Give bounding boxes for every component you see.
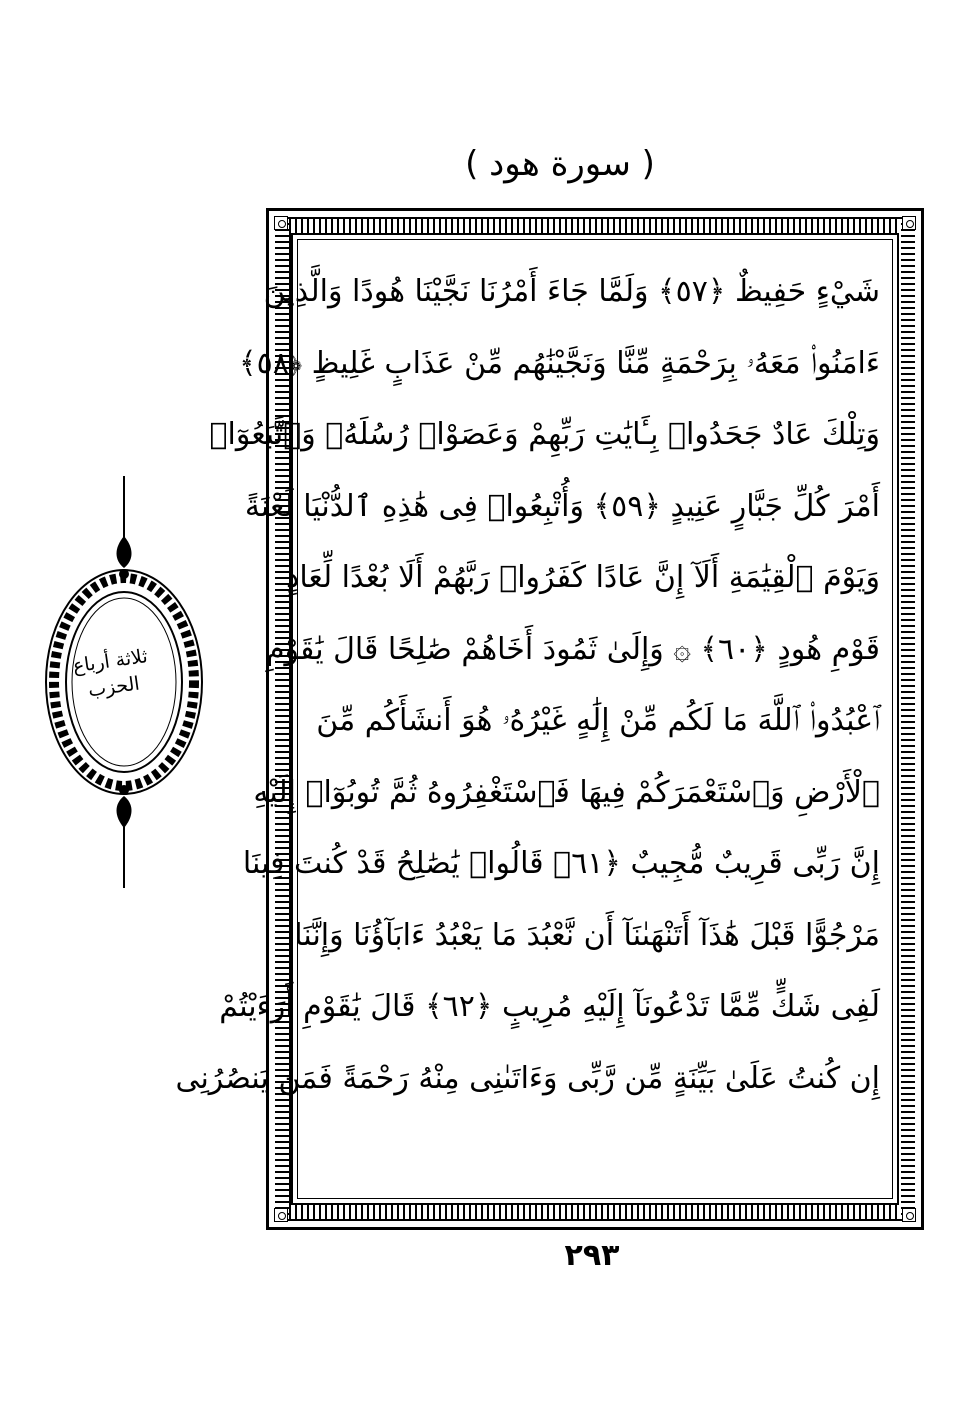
verse-line: أَمْرَ كُلِّ جَبَّارٍ عَنِيدٍ ﴿٥٩﴾ وَأُتْبِعُوا۟ فِى هَٰذِهِ ٱلدُّنْيَا لَعْنَةً (244, 488, 880, 524)
verse-line: إِنَّ رَبِّى قَرِيبٌ مُّجِيبٌ ﴿٦١﴾ قَالُوا۟ يَٰصَٰلِحُ قَدْ كُنتَ فِينَا (242, 846, 880, 881)
page-number: ٢٩٣ (564, 1238, 620, 1273)
frame-corner-ornament (902, 216, 916, 230)
verse-text-block (175, 256, 880, 1186)
verse-line: شَيْءٍ حَفِيظٌ ﴿٥٧﴾ وَلَمَّا جَاءَ أَمْرُنَا نَجَّيْنَا هُودًا وَالَّذِينَ (263, 274, 880, 309)
frame-corner-ornament (274, 216, 288, 230)
verse-line: إِن كُنتُ عَلَىٰ بَيِّنَةٍ مِّن رَّبِّى وَءَاتَىٰنِى مِنْهُ رَحْمَةً فَمَن يَنصُرُنِى (175, 1060, 880, 1096)
frame-corner-ornament (902, 1208, 916, 1222)
verse-line: ءَامَنُوا۟ مَعَهُۥ بِرَحْمَةٍ مِّنَّا وَنَجَّيْنَٰهُم مِّنْ عَذَابٍ غَلِيظٍ ﴿٥٨﴾ (239, 345, 880, 381)
verse-line: قَوْمِ هُودٍ ﴿٦٠﴾ ۞ وَإِلَىٰ ثَمُودَ أَخَاهُمْ صَٰلِحًا قَالَ يَٰقَوْمِ (265, 631, 880, 667)
verse-line: ٱعْبُدُوا۟ ٱللَّهَ مَا لَكُم مِّنْ إِلَٰهٍ غَيْرُهُۥ هُوَ أَنشَأَكُم مِّنَ (316, 703, 880, 738)
verse-line: مَرْجُوًّا قَبْلَ هَٰذَآ أَتَنْهَىٰنَآ أَن نَّعْبُدَ مَا يَعْبُدُ ءَابَآؤُنَا وَإِنَّنَا (294, 917, 880, 953)
frame-corner-ornament (274, 1208, 288, 1222)
hizb-marker-label: ثلاثة أرباع الحزب (71, 645, 149, 702)
verse-line: وَيَوْمَ ٱلْقِيَٰمَةِ أَلَآ إِنَّ عَادًا كَفَرُوا۟ رَبَّهُمْ أَلَا بُعْدًا لِّعَادٍ (285, 560, 880, 595)
verse-line: ٱلْأَرْضِ وَٱسْتَعْمَرَكُمْ فِيهَا فَٱسْتَغْفِرُوهُ ثُمَّ تُوبُوٓا۟ إِلَيْهِ (253, 774, 880, 810)
verse-line: لَفِى شَكٍّ مِّمَّا تَدْعُونَآ إِلَيْهِ مُرِيبٍ ﴿٦٢﴾ قَالَ يَٰقَوْمِ أَرَءَيْتُمْ (219, 989, 880, 1024)
verse-line: وَتِلْكَ عَادٌ جَحَدُوا۟ بِـَٔايَٰتِ رَبِّهِمْ وَعَصَوْا۟ رُسُلَهُۥ وَٱتَّبَعُوٓا۟ (209, 417, 880, 452)
surah-title: ( سورة هود ) (465, 144, 655, 184)
